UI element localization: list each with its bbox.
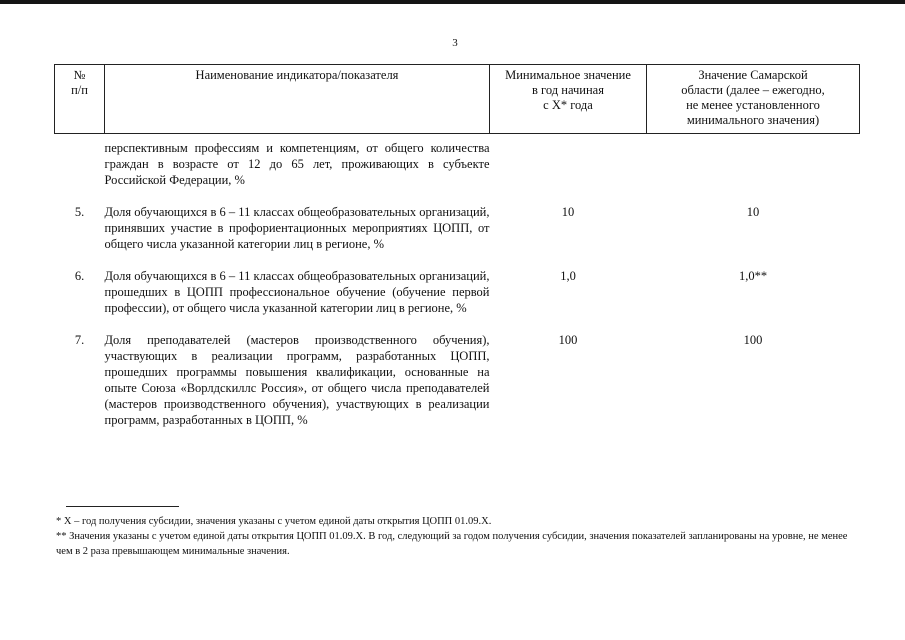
row-indicator-name: Доля обучающихся в 6 – 11 классах общеобразовательных организаций, прошедших в ЦОПП профессиональное обучение (обучение первой профессии), от общего числа указанной категории лиц в регионе, % xyxy=(104,269,490,315)
row-min-value: 1,0 xyxy=(560,269,576,283)
row-region-value xyxy=(647,134,860,189)
row-indicator-name: Доля обучающихся в 6 – 11 классах общеобразовательных организаций, принявших участие в профориентационных мероприятиях ЦОПП, от общего числа указанной категории лиц в регионе, % xyxy=(104,205,490,251)
row-number: 6. xyxy=(74,269,85,283)
indicators-table xyxy=(54,64,860,428)
footnote-double-asterisk: ** Значения указаны с учетом единой даты открытия ЦОПП 01.09.X. В год, следующий за годом получения субсидии, значения показателей запланированы на уровне, не менее чем в 2 раза превышающем минимальные значения. xyxy=(56,531,848,557)
row-region-value: 1,0** xyxy=(738,269,768,283)
table-row xyxy=(55,134,860,189)
row-indicator-name: Доля преподавателей (мастеров производственного обучения), участвующих в реализации программ, разработанных ЦОПП, прошедших программы повышения квалификации, основанные на опыте Союза «Ворлдскиллс Россия», от общего числа преподавателей (мастеров производственного обучения), участвующих в реализации программ, разработанных в ЦОПП, % xyxy=(104,333,490,427)
table-row xyxy=(55,188,860,252)
row-min-value: 100 xyxy=(558,333,578,347)
row-number: 5. xyxy=(74,205,85,219)
row-number: 7. xyxy=(74,333,85,347)
row-min-value: 10 xyxy=(561,205,575,219)
footnotes xyxy=(56,514,856,559)
table-row xyxy=(55,252,860,316)
header-indicator-name: Наименование индикатора/показателя xyxy=(105,65,490,134)
footnote-single-asterisk: * X – год получения субсидии, значения указаны с учетом единой даты открытия ЦОПП 01.09.X. xyxy=(56,516,492,527)
row-region-value: 100 xyxy=(743,333,763,347)
row-indicator-name: перспективным профессиям и компетенциям, от общего количества граждан в возрасте от 12 до 65 лет, проживающих в субъекте Российской Федерации, % xyxy=(104,141,490,187)
table-header-row xyxy=(55,65,860,134)
row-min-value xyxy=(490,134,647,189)
table-row xyxy=(55,316,860,428)
header-min-value: Минимальное значение в год начиная с X* года xyxy=(490,65,647,134)
row-region-value: 10 xyxy=(746,205,760,219)
footnote-separator xyxy=(66,506,179,507)
page-number: 3 xyxy=(452,37,458,49)
header-number: № п/п xyxy=(55,65,105,134)
scan-top-border xyxy=(0,0,905,4)
header-region-value: Значение Самарской области (далее – ежегодно, не менее установленного минимального значения) xyxy=(647,65,860,134)
row-number xyxy=(55,134,105,189)
